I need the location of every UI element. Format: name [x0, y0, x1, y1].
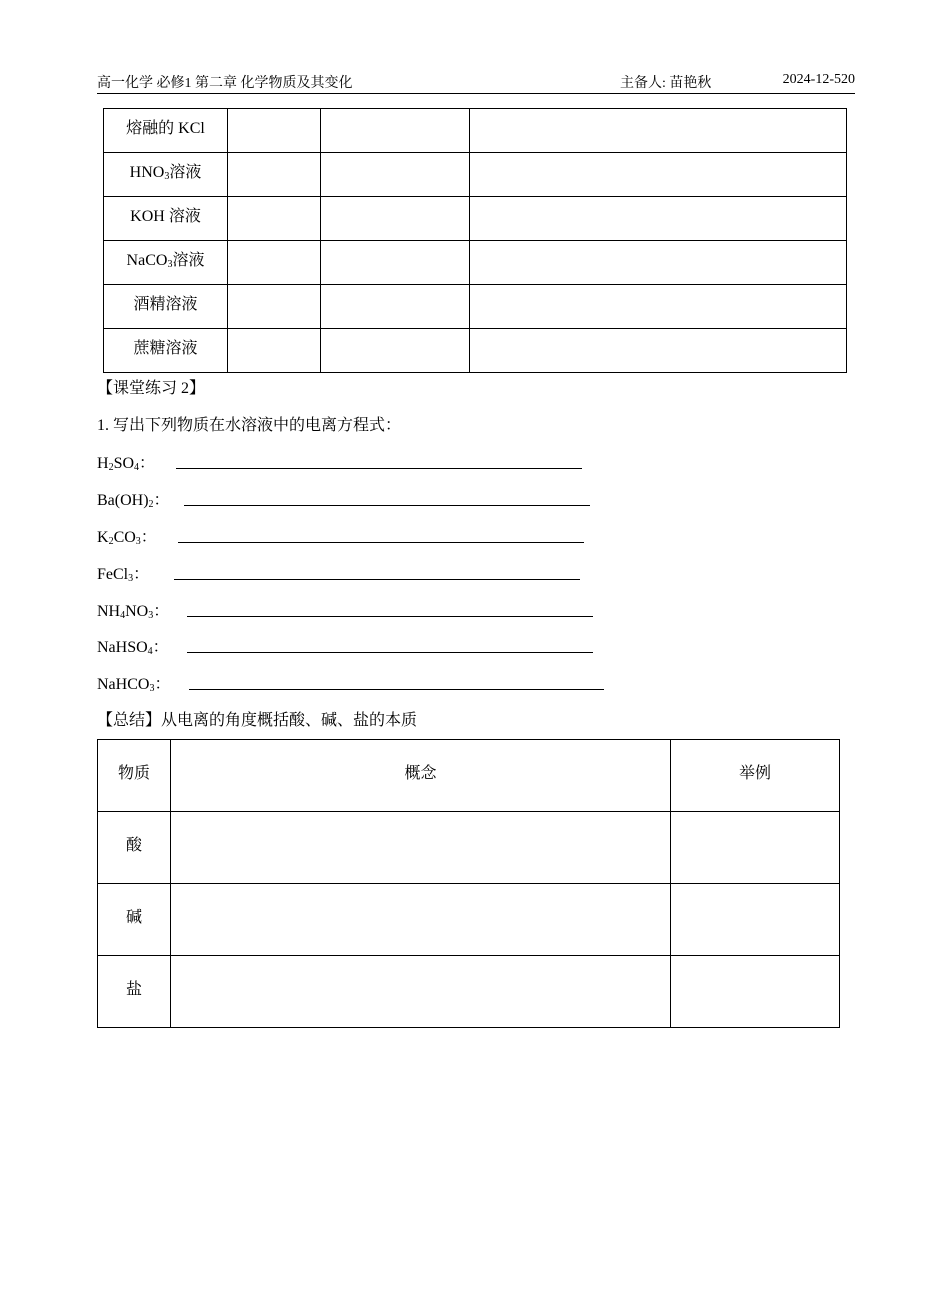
- page-header: [97, 72, 855, 94]
- formula-label: FeCl$_3$：: [97, 566, 150, 584]
- answer-cell[interactable]: [470, 329, 847, 373]
- substance-cell: KOH 溶液: [104, 197, 228, 241]
- table-row: [98, 812, 840, 884]
- practice-question: 1. 写出下列物质在水溶液中的电离方程式：: [97, 417, 402, 434]
- answer-cell[interactable]: [228, 109, 321, 153]
- summary-table: [97, 739, 840, 1028]
- answer-cell[interactable]: [228, 241, 321, 285]
- answer-cell[interactable]: [321, 241, 470, 285]
- table-row: [104, 329, 847, 373]
- formula-label: $H_2SO_4$：: [97, 455, 156, 473]
- summary-heading: 【总结】从电离的角度概括酸、碱、盐的本质: [97, 712, 418, 729]
- header-course: 高一化学 必修1 第二章 化学物质及其变化: [97, 76, 353, 91]
- answer-cell[interactable]: [470, 153, 847, 197]
- substance-cell: 熔融的 KCl: [104, 109, 228, 153]
- answer-cell[interactable]: [321, 285, 470, 329]
- conductivity-table: [103, 108, 847, 373]
- formula-label: $Ba(OH)_2$：: [97, 492, 170, 510]
- table-row: [104, 109, 847, 153]
- row-label: 酸: [98, 812, 171, 884]
- example-cell[interactable]: [671, 812, 840, 884]
- answer-cell[interactable]: [470, 241, 847, 285]
- concept-cell[interactable]: [171, 812, 671, 884]
- table-row: [104, 197, 847, 241]
- concept-cell[interactable]: [171, 884, 671, 956]
- answer-cell[interactable]: [321, 329, 470, 373]
- answer-blank[interactable]: [176, 468, 582, 469]
- answer-cell[interactable]: [470, 197, 847, 241]
- row-label: 碱: [98, 884, 171, 956]
- example-cell[interactable]: [671, 956, 840, 1028]
- formula-label: NaHSO$_4$：: [97, 639, 169, 657]
- answer-cell[interactable]: [470, 109, 847, 153]
- practice-heading: 【课堂练习 2】: [97, 380, 206, 397]
- answer-blank[interactable]: [174, 579, 580, 580]
- row-label: 盐: [98, 956, 171, 1028]
- substance-cell: 蔗糖溶液: [104, 329, 228, 373]
- substance-cell: NaCO$_3$溶液: [104, 241, 228, 285]
- answer-cell[interactable]: [321, 197, 470, 241]
- formula-label: $NH_4NO_3$：: [97, 603, 170, 621]
- substance-cell: $HNO_3$溶液: [104, 153, 228, 197]
- answer-blank[interactable]: [178, 542, 584, 543]
- answer-cell[interactable]: [228, 153, 321, 197]
- answer-blank[interactable]: [184, 505, 590, 506]
- answer-cell[interactable]: [470, 285, 847, 329]
- answer-cell[interactable]: [228, 197, 321, 241]
- answer-blank[interactable]: [187, 652, 593, 653]
- header-date: 2024-12-520: [782, 72, 855, 87]
- column-header: 举例: [671, 740, 840, 812]
- answer-cell[interactable]: [228, 285, 321, 329]
- table-row: [98, 884, 840, 956]
- answer-cell[interactable]: [321, 153, 470, 197]
- formula-label: $K_2CO_3$：: [97, 529, 157, 547]
- table-row: [104, 153, 847, 197]
- concept-cell[interactable]: [171, 956, 671, 1028]
- table-row: [104, 285, 847, 329]
- answer-blank[interactable]: [187, 616, 593, 617]
- answer-cell[interactable]: [321, 109, 470, 153]
- answer-cell[interactable]: [228, 329, 321, 373]
- header-author: 主备人: 苗艳秋: [620, 76, 712, 91]
- substance-cell: 酒精溶液: [104, 285, 228, 329]
- example-cell[interactable]: [671, 884, 840, 956]
- column-header: 物质: [98, 740, 171, 812]
- column-header: 概念: [171, 740, 671, 812]
- table-header-row: [98, 740, 840, 812]
- table-row: [104, 241, 847, 285]
- formula-label: NaHCO$_3$：: [97, 676, 171, 694]
- table-row: [98, 956, 840, 1028]
- answer-blank[interactable]: [189, 689, 604, 690]
